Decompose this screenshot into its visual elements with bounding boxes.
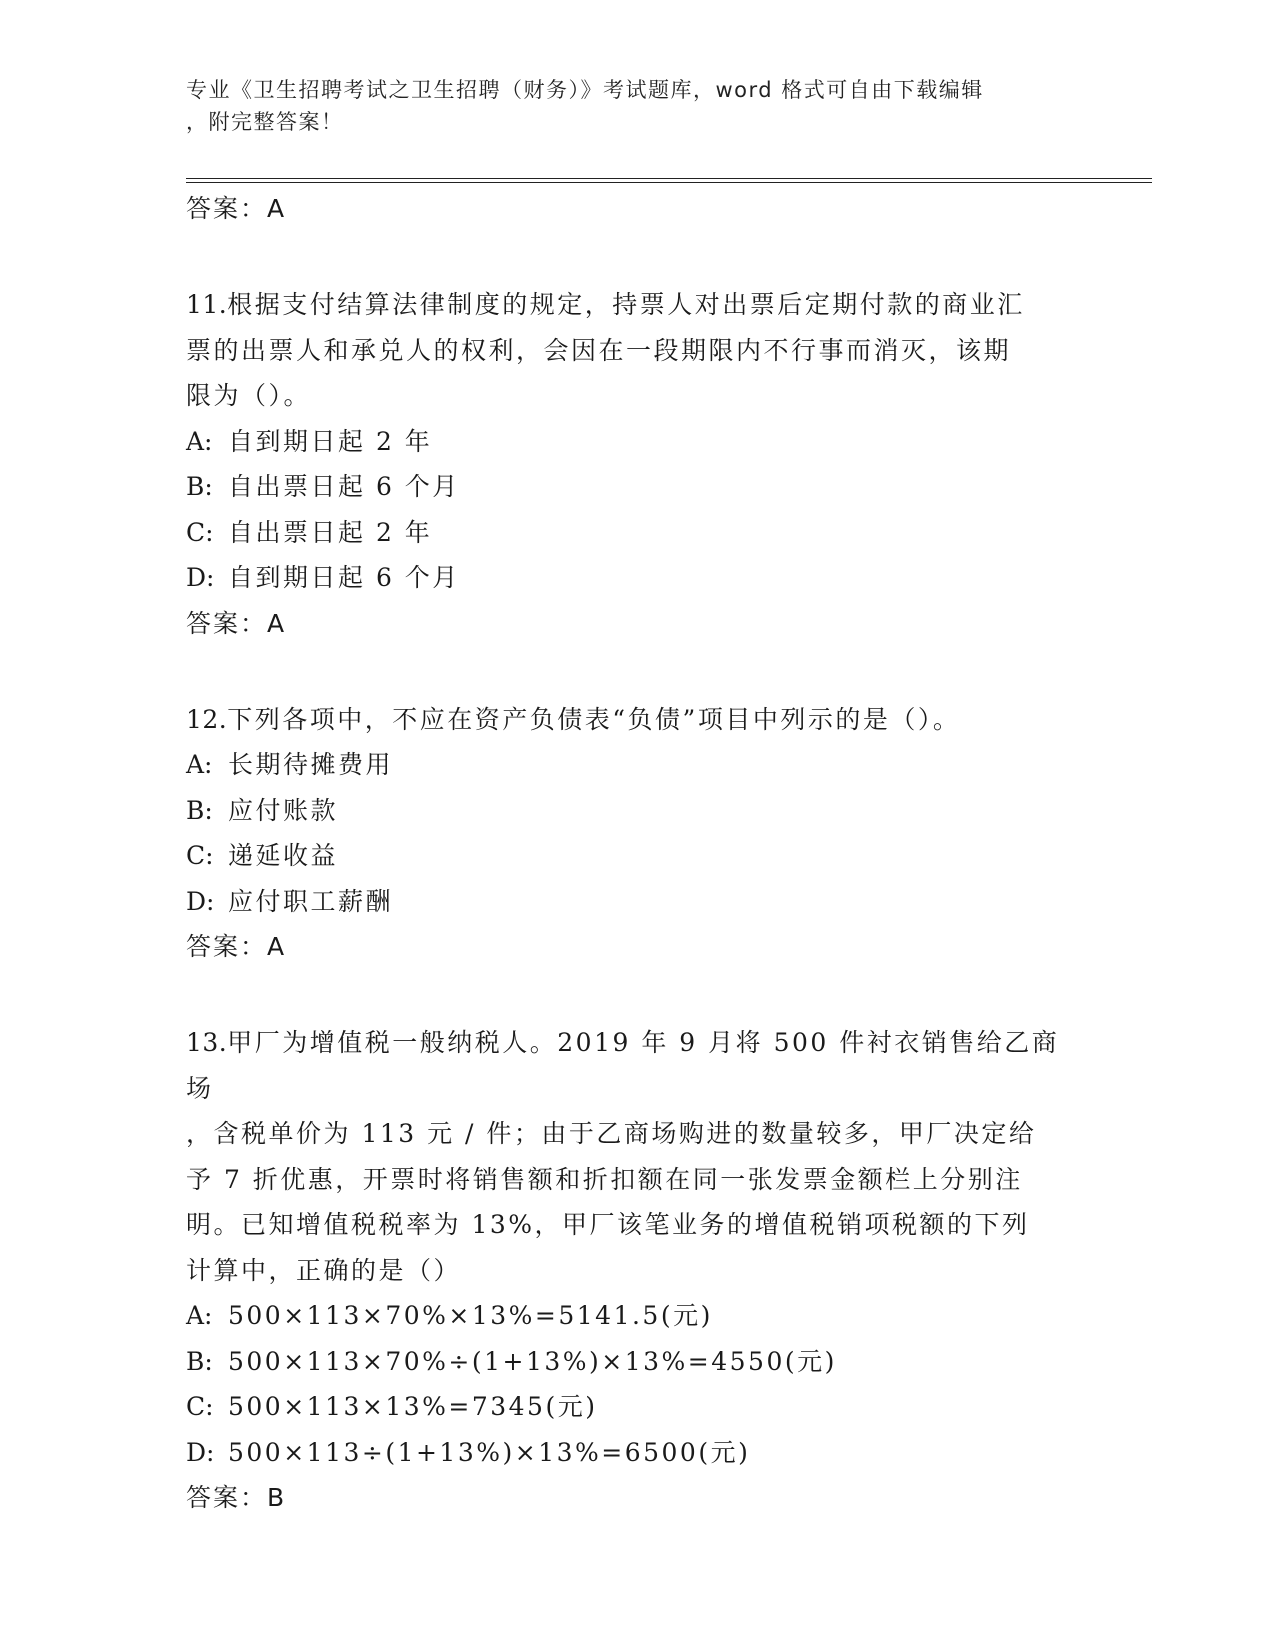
stem-line: 予 7 折优惠，开票时将销售额和折扣额在同一张发票金额栏上分别注 <box>186 1164 1023 1194</box>
option-text: 长期待摊费用 <box>228 750 394 779</box>
option-key: D: <box>186 1437 215 1467</box>
question-number: 13. <box>186 1028 228 1057</box>
option-key: C: <box>186 1392 214 1421</box>
answer-value: A <box>267 608 287 638</box>
stem-text: 根据支付结算法律制度的规定，持票人对出票后定期付款的商业汇 <box>227 290 1025 319</box>
stem-line: 票的出票人和承兑人的权利，会因在一段期限内不行事而消灭，该期 <box>186 335 1012 365</box>
stem-line <box>186 282 1086 328</box>
option-key: A: <box>186 426 213 456</box>
option-c <box>186 510 1086 556</box>
stem-line: 限为（）。 <box>186 381 312 410</box>
option-text: 500×113×70%×13%=5141.5(元) <box>228 1301 713 1330</box>
option-key: A: <box>186 1301 213 1330</box>
stem-line: 计算中，正确的是（） <box>186 1255 462 1285</box>
question-12 <box>186 697 1086 971</box>
header-line-1: 专业《卫生招聘考试之卫生招聘（财务）》考试题库，word 格式可自由下载编辑 <box>186 78 984 102</box>
stem-line: 明。已知增值税税率为 13%，甲厂该笔业务的增值税销项税额的下列 <box>186 1210 1030 1239</box>
option-text: 自到期日起 6 个月 <box>228 563 460 592</box>
answer-label: 答案： <box>186 932 268 961</box>
question-number: 12. <box>186 704 228 734</box>
question-11 <box>186 282 1086 647</box>
option-key: D: <box>186 886 215 916</box>
option-a <box>186 1293 1086 1339</box>
header-line-2: ，附完整答案！ <box>186 110 344 134</box>
option-key: B: <box>186 795 213 825</box>
option-text: 递延收益 <box>228 841 339 870</box>
question-answer <box>186 924 1086 970</box>
document-header <box>186 74 1066 138</box>
option-a <box>186 742 1086 788</box>
stem-text: 下列各项中，不应在资产负债表“负债”项目中列示的是（）。 <box>227 704 961 734</box>
option-text: 应付账款 <box>228 795 339 825</box>
spacer <box>186 232 1086 282</box>
stem-line <box>186 1020 1086 1111</box>
question-stem <box>186 697 1086 743</box>
option-text: 应付职工薪酬 <box>228 886 394 916</box>
question-answer <box>186 1475 1086 1521</box>
answer-label: 答案： <box>186 608 268 638</box>
option-d <box>186 555 1086 601</box>
stem-line <box>186 697 1086 743</box>
option-b <box>186 1339 1086 1385</box>
header-rule-bottom <box>186 182 1152 183</box>
header-rule-top <box>186 178 1152 179</box>
option-text: 500×113÷(1+13%)×13%=6500(元) <box>228 1437 751 1467</box>
answer-label: 答案： <box>186 1483 268 1512</box>
question-list <box>186 186 1086 1521</box>
option-b <box>186 464 1086 510</box>
option-c <box>186 833 1086 879</box>
answer-label: 答案： <box>186 194 268 223</box>
spacer <box>186 647 1086 697</box>
spacer <box>186 970 1086 1020</box>
question-stem <box>186 282 1086 419</box>
option-d <box>186 879 1086 925</box>
question-stem <box>186 1020 1086 1293</box>
answer-value: A <box>267 932 287 961</box>
stem-text: 甲厂为增值税一般纳税人。2019 年 9 月将 500 件衬衣销售给乙商场 <box>186 1028 1060 1103</box>
stem-line: ，含税单价为 113 元 / 件；由于乙商场购进的数量较多，甲厂决定给 <box>186 1119 1037 1148</box>
question-answer <box>186 601 1086 647</box>
option-key: D: <box>186 563 215 592</box>
option-text: 500×113×13%=7345(元) <box>228 1392 598 1421</box>
option-key: B: <box>186 1346 213 1376</box>
option-key: C: <box>186 517 214 547</box>
lead-answer <box>186 186 1086 232</box>
option-key: C: <box>186 841 214 870</box>
option-text: 自出票日起 2 年 <box>228 517 433 547</box>
option-key: B: <box>186 472 213 501</box>
answer-value: B <box>267 1483 287 1512</box>
option-c <box>186 1384 1086 1430</box>
option-text: 自出票日起 6 个月 <box>228 472 460 501</box>
question-13 <box>186 1020 1086 1521</box>
answer-value: A <box>267 194 287 223</box>
option-key: A: <box>186 750 213 779</box>
option-b <box>186 788 1086 834</box>
question-number: 11. <box>186 290 228 319</box>
option-text: 500×113×70%÷(1+13%)×13%=4550(元) <box>228 1346 837 1376</box>
option-a <box>186 419 1086 465</box>
option-text: 自到期日起 2 年 <box>228 426 433 456</box>
option-d <box>186 1430 1086 1476</box>
